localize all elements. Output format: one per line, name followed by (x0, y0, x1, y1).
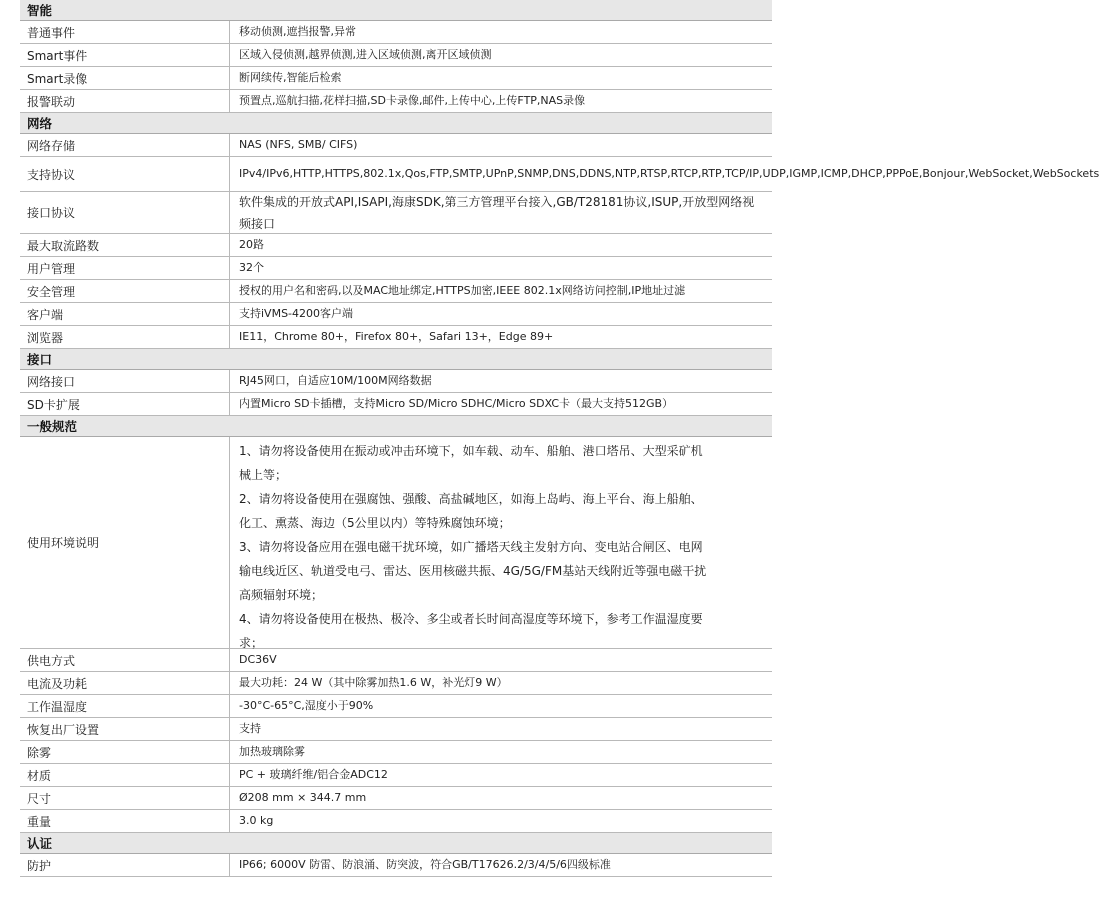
spec-row (20, 672, 772, 695)
spec-value-line: 械上等； (239, 468, 288, 482)
spec-value-line: 3、请勿将设备应用在强电磁干扰环境，如广播塔天线主发射方向、变电站合闸区、电网 (239, 540, 703, 554)
spec-value-line: 化工、熏蒸、海边（5公里以内）等特殊腐蚀环境； (239, 516, 511, 530)
section-title: 接口 (27, 352, 53, 367)
section-title: 网络 (27, 116, 53, 131)
spec-row (20, 326, 772, 349)
spec-key: 最大取流路数 (20, 234, 230, 256)
spec-key: 电流及功耗 (20, 672, 230, 694)
section-header (20, 416, 772, 437)
spec-key: 网络存储 (20, 134, 230, 156)
spec-key: 用户管理 (20, 257, 230, 279)
spec-value: 3.0 kg (239, 813, 274, 827)
spec-value: 断网续传,智能后检索 (239, 70, 342, 84)
spec-row (20, 718, 772, 741)
spec-row (20, 192, 772, 234)
spec-value: 支持iVMS-4200客户端 (239, 306, 354, 320)
spec-value: IPv4/IPv6,HTTP,HTTPS,802.1x,Qos,FTP,SMTP,UPnP,SNMP,DNS,DDNS,NTP,RTSP,RTCP,RTP,TCP/IP,UDP,IGMP,ICMP,DHCP,PPPoE,Bonjour,WebSocket,WebSockets (239, 167, 1100, 180)
spec-key: 使用环境说明 (20, 437, 230, 648)
spec-value (230, 437, 772, 648)
spec-key: 接口协议 (20, 192, 230, 233)
spec-value: PC + 玻璃纤维/铝合金ADC12 (239, 767, 388, 781)
spec-key: 客户端 (20, 303, 230, 325)
section-header (20, 833, 772, 854)
spec-row (20, 393, 772, 416)
spec-row (20, 280, 772, 303)
spec-value-line: 求； (239, 636, 264, 650)
spec-key: 报警联动 (20, 90, 230, 112)
spec-row (20, 90, 772, 113)
spec-table (20, 0, 1100, 877)
spec-key: 网络接口 (20, 370, 230, 392)
spec-key: 供电方式 (20, 649, 230, 671)
spec-value: DC36V (239, 652, 277, 666)
spec-key: 工作温湿度 (20, 695, 230, 717)
spec-value: 内置Micro SD卡插槽，支持Micro SD/Micro SDHC/Micro SDXC卡（最大支持512GB） (239, 396, 674, 410)
spec-value-line: 1、请勿将设备使用在振动或冲击环境下，如车载、动车、船舶、港口塔吊、大型采矿机 (239, 444, 703, 458)
spec-row (20, 67, 772, 90)
spec-row (20, 787, 772, 810)
spec-value: 区域入侵侦测,越界侦测,进入区域侦测,离开区域侦测 (239, 47, 492, 61)
spec-value-line: 4、请勿将设备使用在极热、极冷、多尘或者长时间高湿度等环境下，参考工作温湿度要 (239, 612, 703, 626)
spec-row (20, 810, 772, 833)
spec-value: 最大功耗：24 W（其中除雾加热1.6 W，补光灯9 W） (239, 675, 508, 689)
spec-row (20, 21, 772, 44)
spec-value: 加热玻璃除雾 (239, 744, 305, 758)
spec-value: 支持 (239, 721, 261, 735)
spec-key: 普通事件 (20, 21, 230, 43)
spec-key: Smart事件 (20, 44, 230, 66)
spec-key: 材质 (20, 764, 230, 786)
spec-value: IP66; 6000V 防雷、防浪涌、防突波，符合GB/T17626.2/3/4/5/6四级标准 (239, 857, 611, 871)
section-header (20, 349, 772, 370)
spec-value: 移动侦测,遮挡报警,异常 (239, 24, 356, 38)
spec-value: 32个 (239, 260, 264, 274)
spec-value: Ø208 mm × 344.7 mm (239, 790, 367, 804)
spec-key: 尺寸 (20, 787, 230, 809)
spec-key: 浏览器 (20, 326, 230, 348)
spec-key: Smart录像 (20, 67, 230, 89)
spec-row (20, 741, 772, 764)
section-header (20, 113, 772, 134)
section-title: 认证 (27, 836, 53, 851)
spec-key: 安全管理 (20, 280, 230, 302)
spec-value: RJ45网口，自适应10M/100M网络数据 (239, 373, 432, 387)
section-title: 一般规范 (27, 419, 78, 434)
spec-value: 预置点,巡航扫描,花样扫描,SD卡录像,邮件,上传中心,上传FTP,NAS录像 (239, 93, 586, 107)
spec-key: SD卡扩展 (20, 393, 230, 415)
spec-value-line: 2、请勿将设备使用在强腐蚀、强酸、高盐碱地区，如海上岛屿、海上平台、海上船舶、 (239, 492, 703, 506)
spec-key: 除雾 (20, 741, 230, 763)
spec-row (20, 157, 1100, 192)
spec-row (20, 44, 772, 67)
spec-row (20, 437, 772, 649)
spec-value-line: 高频辐射环境； (239, 588, 324, 602)
spec-value: 授权的用户名和密码,以及MAC地址绑定,HTTPS加密,IEEE 802.1x网络访问控制,IP地址过滤 (239, 283, 686, 297)
spec-value: IE11，Chrome 80+，Firefox 80+，Safari 13+，Edge 89+ (239, 329, 554, 343)
section-header (20, 0, 772, 21)
spec-row (20, 134, 772, 157)
spec-key: 恢复出厂设置 (20, 718, 230, 740)
spec-row (20, 303, 772, 326)
section-title: 智能 (27, 3, 53, 18)
spec-value-line: 输电线近区、轨道受电弓、雷达、医用核磁共振、4G/5G/FM基站天线附近等强电磁干扰 (239, 564, 707, 578)
spec-row (20, 649, 772, 672)
spec-row (20, 234, 772, 257)
spec-key: 防护 (20, 854, 230, 876)
spec-row (20, 257, 772, 280)
spec-value: -30°C-65°C,湿度小于90% (239, 698, 374, 712)
spec-row (20, 854, 772, 877)
spec-value: 20路 (239, 237, 264, 251)
spec-key: 支持协议 (20, 157, 230, 191)
spec-row (20, 695, 772, 718)
spec-value: 软件集成的开放式API,ISAPI,海康SDK,第三方管理平台接入,GB/T28181协议,ISUP,开放型网络视频接口 (239, 194, 755, 231)
spec-key: 重量 (20, 810, 230, 832)
spec-row (20, 764, 772, 787)
spec-value: NAS (NFS, SMB/ CIFS) (239, 137, 358, 151)
spec-row (20, 370, 772, 393)
